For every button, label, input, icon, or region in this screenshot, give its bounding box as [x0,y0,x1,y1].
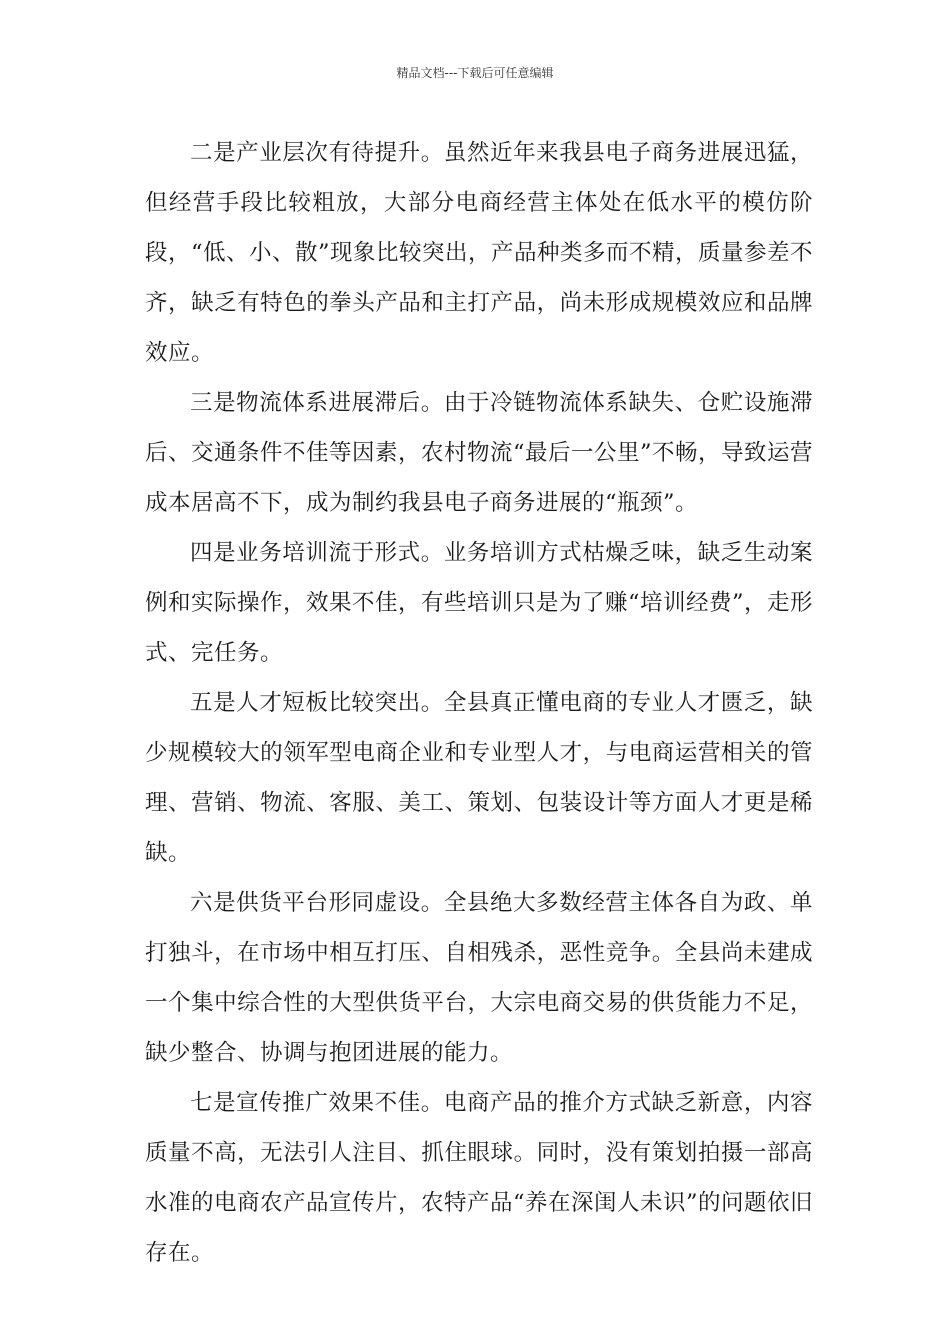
paragraph-logistics: 三是物流体系进展滞后。由于冷链物流体系缺失、仓贮设施滞后、交通条件不佳等因素，农村物流“最后一公里”不畅，导致运营成本居高不下，成为制约我县电子商务进展的“瓶颈”。 [145,390,814,516]
paragraph-talent: 五是人才短板比较突出。全县真正懂电商的专业人才匮乏，缺少规模较大的领军型电商企业和专业型人才，与电商运营相关的管理、营销、物流、客服、美工、策划、包装设计等方面人才更是稀缺。 [145,690,813,866]
paragraph-training: 四是业务培训流于形式。业务培训方式枯燥乏味，缺乏生动案例和实际操作，效果不佳，有些培训只是为了赚“培训经费”，走形式、完任务。 [145,540,814,666]
paragraph-industry-level: 二是产业层次有待提升。虽然近年来我县电子商务进展迅猛，但经营手段比较粗放，大部分电商经营主体处在低水平的模仿阶段，“低、小、散”现象比较突出，产品种类多而不精，质量参差不齐，缺乏有特色的拳头产品和主打产品，尚未形成规模效应和品牌效应。 [145,140,814,366]
paragraph-promotion: 七是宣传推广效果不佳。电商产品的推介方式缺乏新意，内容质量不高，无法引人注目、抓住眼球。同时，没有策划拍摄一部高水准的电商农产品宣传片，农特产品“养在深闺人未识”的问题依旧存在。 [145,1090,814,1266]
paragraph-supply-platform: 六是供货平台形同虚设。全县绝大多数经营主体各自为政、单打独斗，在市场中相互打压、自相残杀，恶性竞争。全县尚未建成一个集中综合性的大型供货平台，大宗电商交易的供货能力不足，缺少整合、协调与抱团进展的能力。 [145,890,813,1066]
page-header: 精品文档---下载后可任意编辑 [396,66,554,80]
document-body [145,128,813,1278]
